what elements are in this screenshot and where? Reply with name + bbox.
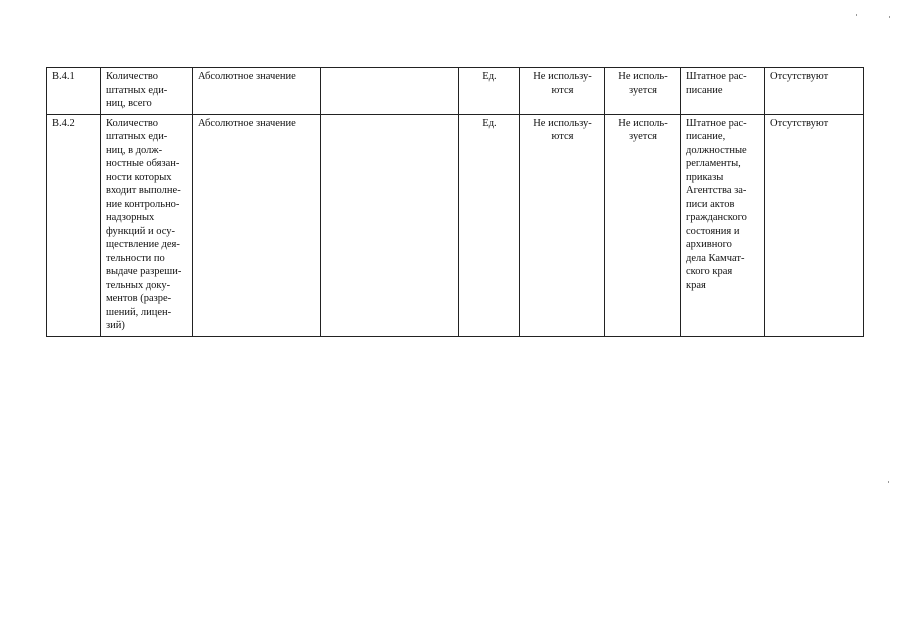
note-cell: Отсутствуют xyxy=(765,114,864,336)
indicator-table xyxy=(46,67,864,337)
source-cell: Штатное рас- писание, должностные регламенты, приказы Агентства за- писи актов гражданского состояния и архивного дела Камчат- ского края края xyxy=(681,114,765,336)
usage-cell-2: Не исполь- зуется xyxy=(605,68,681,115)
scan-speck xyxy=(856,14,857,16)
indicator-name: Количество штатных еди- ниц, всего xyxy=(101,68,193,115)
usage-cell: Не использу- ются xyxy=(520,68,605,115)
scan-speck xyxy=(889,16,890,18)
source-cell: Штатное рас- писание xyxy=(681,68,765,115)
scan-speck xyxy=(888,481,889,483)
unit-cell: Ед. xyxy=(459,114,520,336)
table-row xyxy=(47,68,864,115)
indicator-name: Количество штатных еди- ниц, в долж- ностные обязан- ности которых входит выполне- ние контрольно- надзорных функций и осу- ществление дея- тельности по выдаче разреши- тельных доку- ментов (разре- шений, лицен- зий) xyxy=(101,114,193,336)
indicator-code: В.4.1 xyxy=(47,68,101,115)
usage-cell: Не использу- ются xyxy=(520,114,605,336)
value-type: Абсолютное значение xyxy=(193,114,321,336)
formula-cell xyxy=(321,68,459,115)
table-row xyxy=(47,114,864,336)
formula-cell xyxy=(321,114,459,336)
value-type: Абсолютное значение xyxy=(193,68,321,115)
usage-cell-2: Не исполь- зуется xyxy=(605,114,681,336)
indicator-code: В.4.2 xyxy=(47,114,101,336)
note-cell: Отсутствуют xyxy=(765,68,864,115)
unit-cell: Ед. xyxy=(459,68,520,115)
